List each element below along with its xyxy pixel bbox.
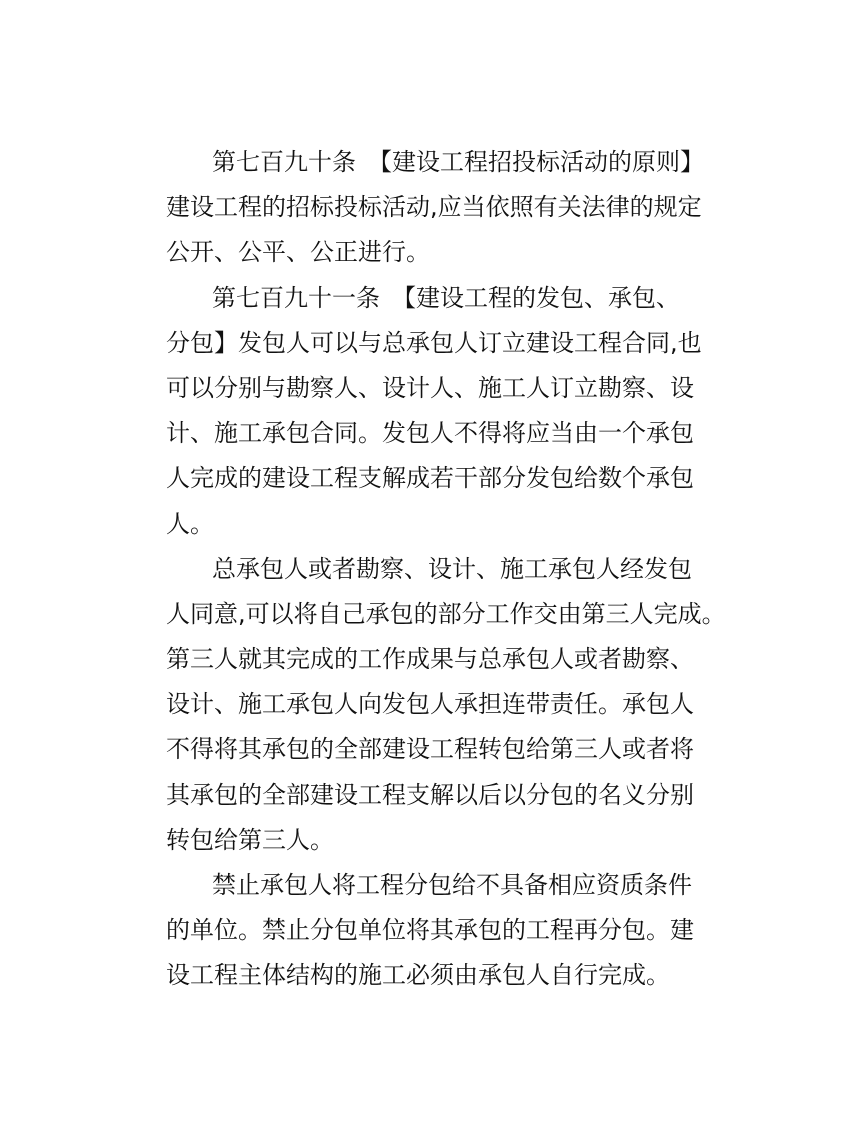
- text-line: 分包】发包人可以与总承包人订立建设工程合同,也: [166, 328, 702, 357]
- text-line: 公开、公平、公正进行。: [166, 238, 430, 267]
- text-line: 设计、施工承包人向发包人承担连带责任。承包人: [166, 690, 694, 719]
- text-line: 计、施工承包合同。发包人不得将应当由一个承包: [166, 419, 694, 448]
- document-body: [166, 140, 726, 999]
- text-line: 总承包人或者勘察、设计、施工承包人经发包: [212, 554, 692, 583]
- text-line: 其承包的全部建设工程支解以后以分包的名义分别: [166, 780, 694, 809]
- text-line: 的单位。禁止分包单位将其承包的工程再分包。建: [166, 916, 694, 945]
- text-line: 设工程主体结构的施工必须由承包人自行完成。: [166, 961, 670, 990]
- text-line: 人同意,可以将自己承包的部分工作交由第三人完成。: [166, 599, 726, 628]
- text-line: 不得将其承包的全部建设工程转包给第三人或者将: [166, 735, 694, 764]
- text-line: 禁止承包人将工程分包给不具备相应资质条件: [212, 871, 692, 899]
- text-line: 人。: [166, 509, 214, 538]
- text-line: 第三人就其完成的工作成果与总承包人或者勘察、: [166, 645, 694, 674]
- text-line: 第七百九十一条 【建设工程的发包、承包、: [212, 283, 680, 312]
- text-line: 转包给第三人。: [166, 825, 334, 854]
- text-line: 第七百九十条 【建设工程招投标活动的原则】: [212, 148, 704, 176]
- text-line: 人完成的建设工程支解成若干部分发包给数个承包: [166, 464, 694, 493]
- text-line: 建设工程的招标投标活动,应当依照有关法律的规定: [166, 193, 702, 222]
- text-line: 可以分别与勘察人、设计人、施工人订立勘察、设: [166, 373, 694, 402]
